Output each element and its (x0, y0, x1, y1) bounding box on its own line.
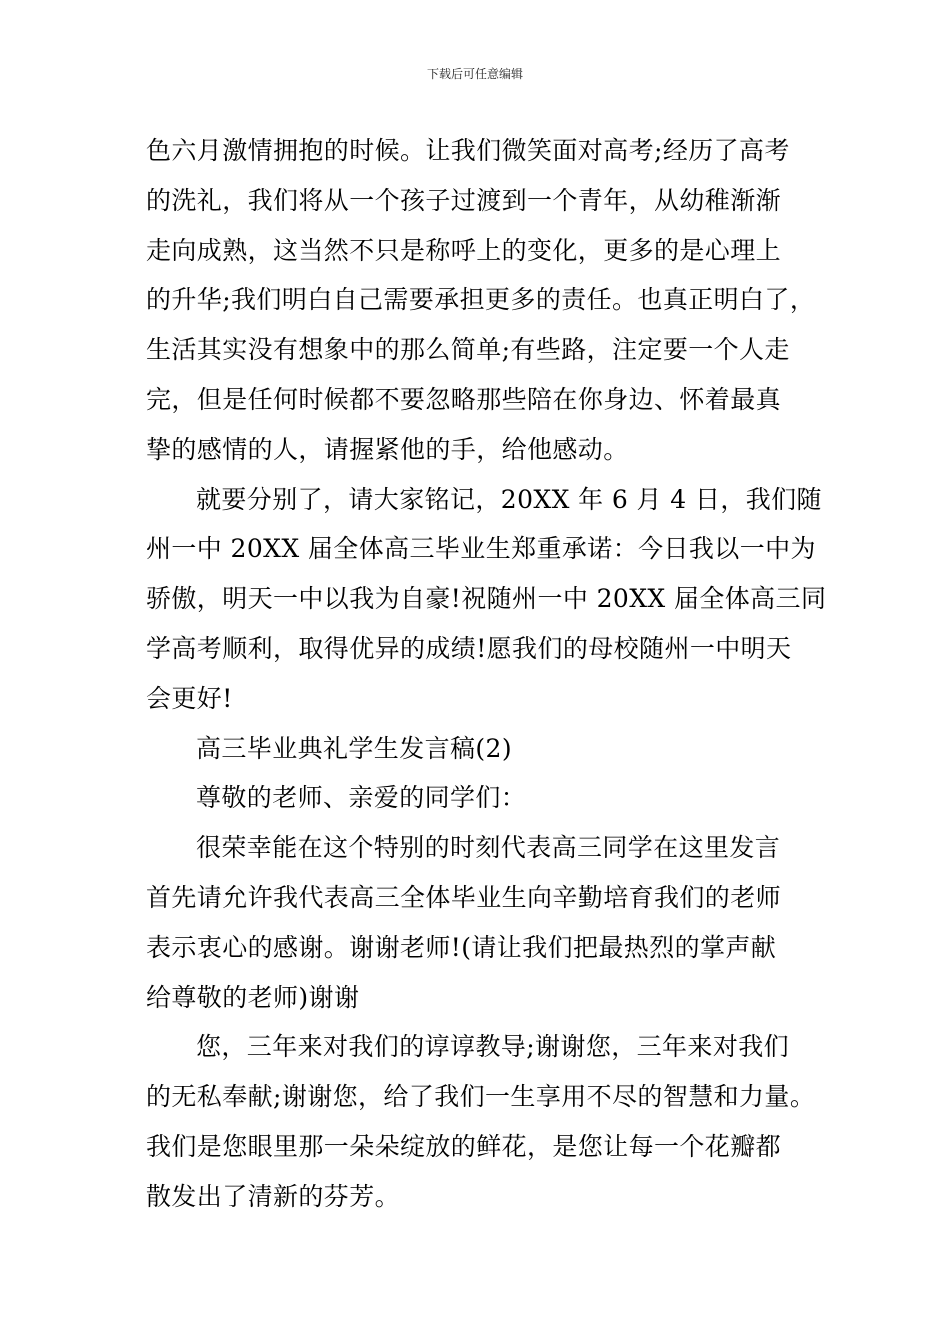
text-line: 会更好! (146, 683, 233, 713)
text-line: 学高考顺利，取得优异的成绩!愿我们的母校随州一中明天 (146, 633, 792, 663)
document-body (146, 126, 836, 1222)
text-line: 的洗礼，我们将从一个孩子过渡到一个青年，从幼稚渐渐 (146, 185, 782, 215)
text-line: 完，但是任何时候都不要忽略那些陪在你身边、怀着最真 (146, 384, 782, 414)
text-line: 的升华;我们明白自己需要承担更多的责任。也真正明白了， (146, 285, 816, 315)
text-line: 我们是您眼里那一朵朵绽放的鲜花，是您让每一个花瓣都 (146, 1131, 782, 1161)
section-title: 高三毕业典礼学生发言稿(2) (196, 733, 513, 763)
text-line: 挚的感情的人，请握紧他的手，给他感动。 (146, 434, 629, 464)
paragraph-start-line: 很荣幸能在这个特别的时刻代表高三同学在这里发言 (196, 833, 781, 863)
text-line: 走向成熟，这当然不只是称呼上的变化，更多的是心理上 (146, 235, 782, 265)
paragraph-start-line: 就要分别了，请大家铭记，20XX 年 6 月 4 日，我们随 (196, 484, 822, 514)
paragraph-start-line: 您，三年来对我们的谆谆教导;谢谢您，三年来对我们 (196, 1032, 790, 1062)
text-line: 色六月激情拥抱的时候。让我们微笑面对高考;经历了高考 (146, 136, 790, 165)
text-line: 州一中 20XX 届全体高三毕业生郑重承诺：今日我以一中为 (146, 534, 816, 564)
page-header: 下载后可任意编辑 (426, 67, 523, 81)
text-line: 的无私奉献;谢谢您，给了我们一生享用不尽的智慧和力量。 (146, 1082, 816, 1112)
text-line: 给尊敬的老师)谢谢 (146, 982, 360, 1012)
salutation: 尊敬的老师、亲爱的同学们： (196, 783, 527, 813)
text-line: 表示衷心的感谢。谢谢老师!(请让我们把最热烈的掌声献 (146, 932, 777, 962)
text-line: 骄傲，明天一中以我为自豪!祝随州一中 20XX 届全体高三同 (146, 584, 827, 614)
text-line: 散发出了清新的芬芳。 (146, 1181, 401, 1211)
text-line: 生活其实没有想象中的那么简单;有些路，注定要一个人走 (146, 335, 790, 365)
text-line: 首先请允许我代表高三全体毕业生向辛勤培育我们的老师 (146, 882, 782, 912)
